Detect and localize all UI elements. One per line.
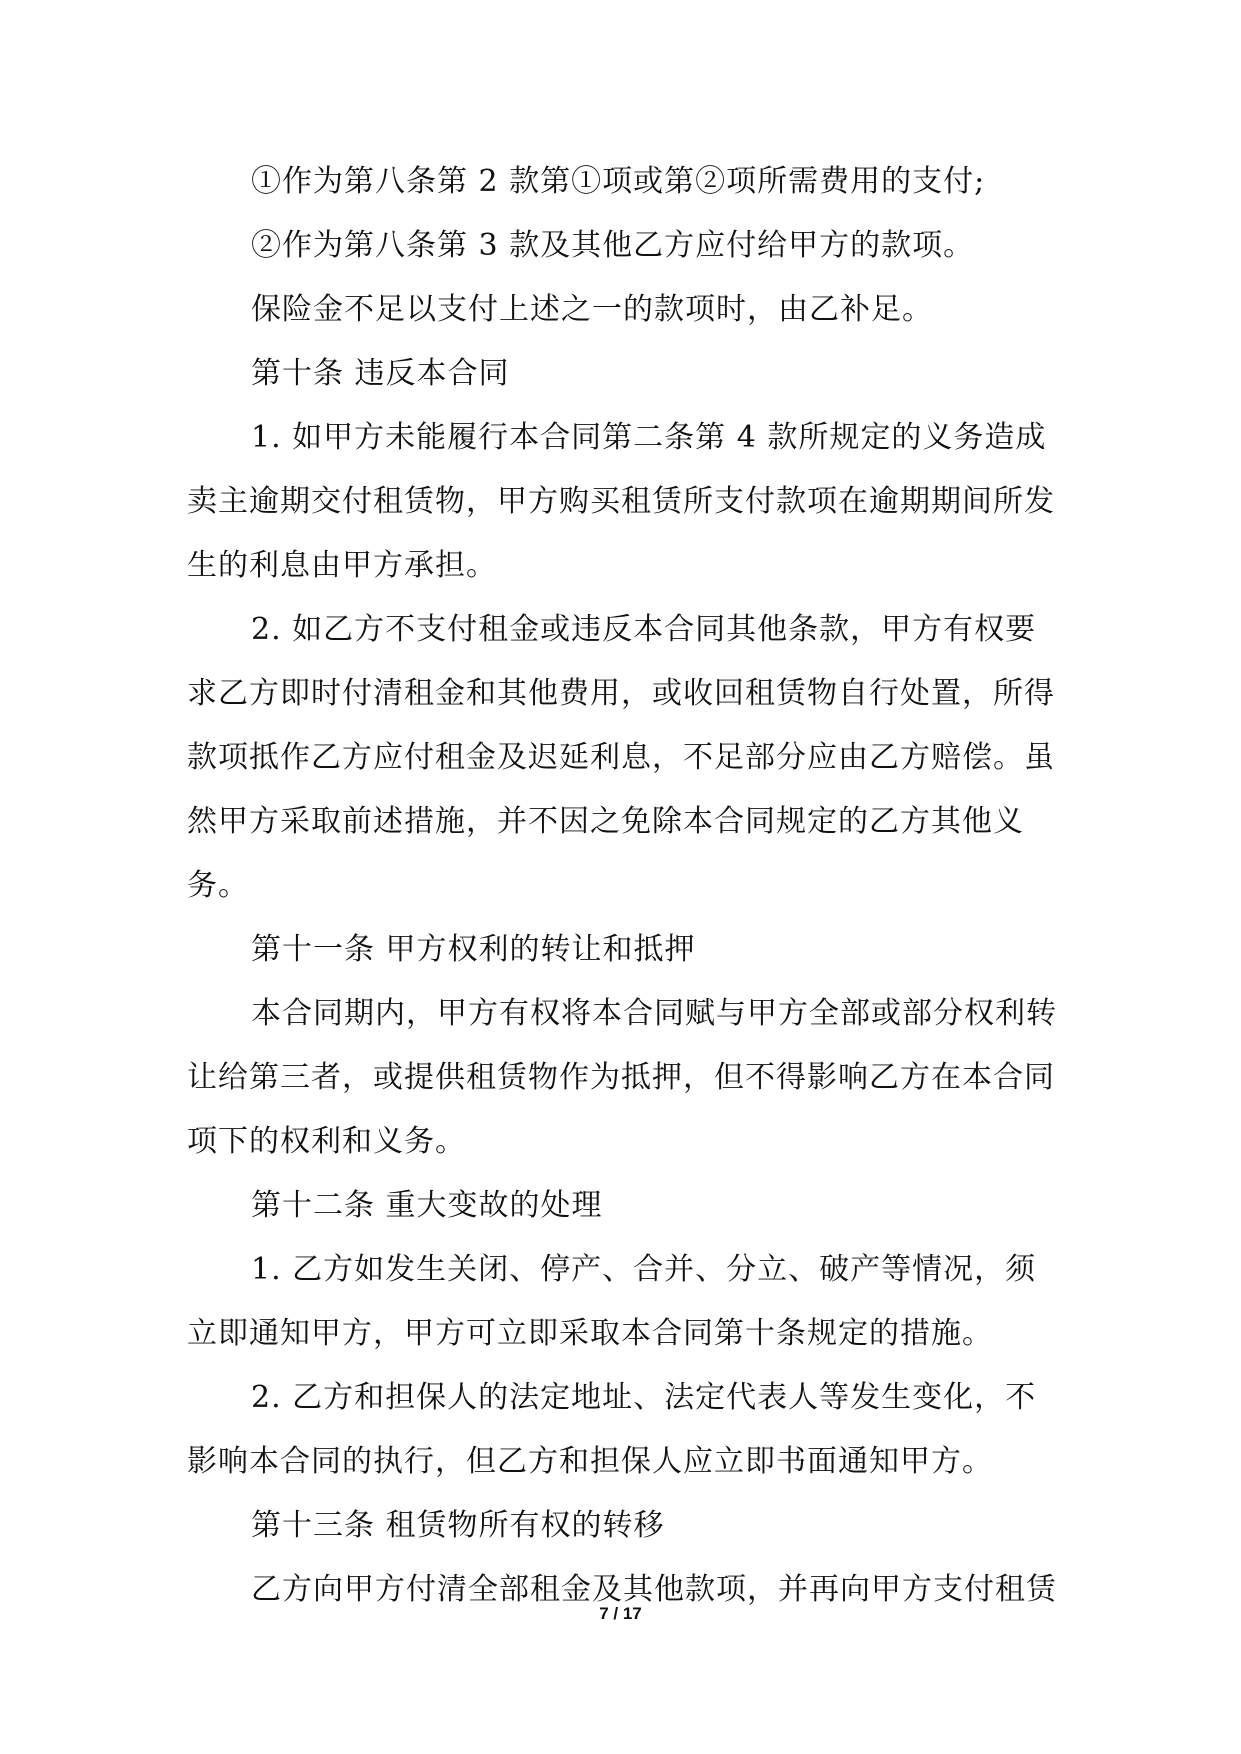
- paragraph-insurance-shortfall: 保险金不足以支付上述之一的款项时，由乙补足。: [251, 292, 933, 327]
- article-12-clause-1: 1. 乙方如发生关闭、停产、合并、分立、破产等情况，须立即通知甲方，甲方可立即采取本合同第十条规定的措施。: [187, 1252, 1037, 1351]
- paragraph-item-1: ①作为第八条第 2 款第①项或第②项所需费用的支付;: [251, 164, 986, 199]
- document-body: [187, 150, 1067, 1622]
- article-10-clause-1: 1. 如甲方未能履行本合同第二条第 4 款所规定的义务造成卖主逾期交付租赁物，甲方购买租赁所支付款项在逾期期间所发生的利息由甲方承担。: [187, 420, 1055, 583]
- article-10-clause-2: 2. 如乙方不支付租金或违反本合同其他条款，甲方有权要求乙方即时付清租金和其他费用，或收回租赁物自行处置，所得款项抵作乙方应付租金及迟延利息，不足部分应由乙方赔偿。虽然甲方采取前述措施，并不因之免除本合同规定的乙方其他义务。: [187, 612, 1055, 903]
- article-13-body: 乙方向甲方付清全部租金及其他款项，并再向甲方支付租赁: [251, 1572, 1057, 1607]
- article-12-clause-2: 2. 乙方和担保人的法定地址、法定代表人等发生变化，不影响本合同的执行，但乙方和担保人应立即书面通知甲方。: [187, 1380, 1037, 1479]
- article-12-heading: 第十二条 重大变故的处理: [251, 1188, 603, 1223]
- article-13-heading: 第十三条 租赁物所有权的转移: [251, 1508, 665, 1543]
- article-11-heading: 第十一条 甲方权利的转让和抵押: [251, 932, 696, 967]
- article-11-body: 本合同期内，甲方有权将本合同赋与甲方全部或部分权利转让给第三者，或提供租赁物作为抵押，但不得影响乙方在本合同项下的权利和义务。: [187, 996, 1057, 1159]
- article-10-heading: 第十条 违反本合同: [251, 356, 510, 391]
- paragraph-item-2: ②作为第八条第 3 款及其他乙方应付给甲方的款项。: [251, 228, 975, 263]
- page-number: 7 / 17: [599, 1604, 642, 1623]
